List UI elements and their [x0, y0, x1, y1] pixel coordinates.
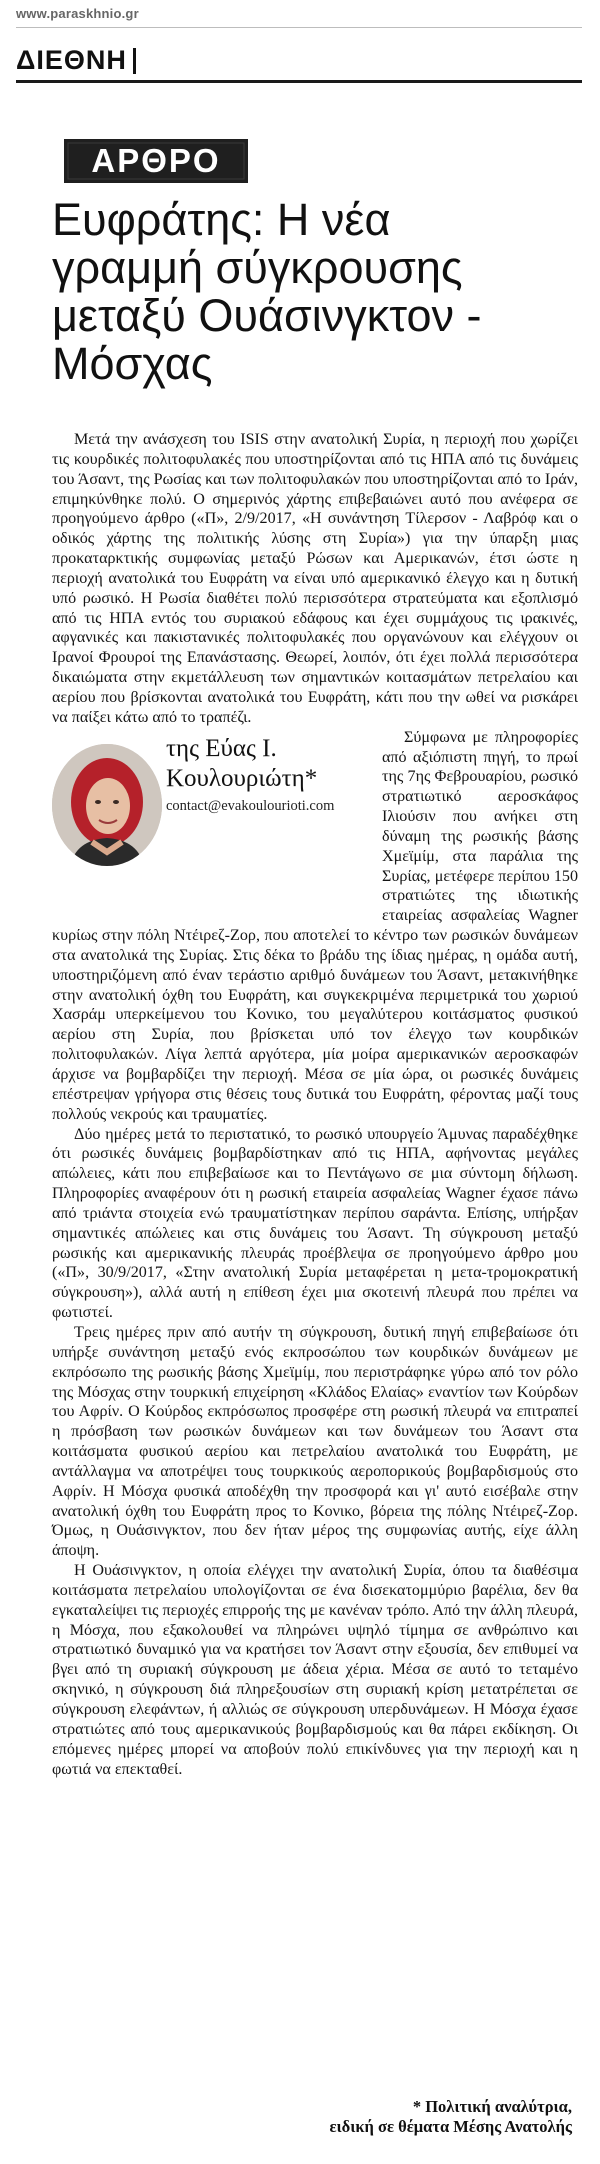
article-type-badge — [64, 139, 248, 183]
article-paragraph: Σύμφωνα με πληροφορίες από αξιόπιστη πηγή, το πρωί της 7ης Φεβρουαρίου, ρωσικό στρατιωτικό αεροσκάφος Ιλιούσιν που ανήκει στη δύναμη της ρωσικής βάσης Χμεϊμίμ, στα παράλια της Συρίας, μετέφερε περίπου 150 στρατιώτες της ιδιωτικής εταιρείας ασφαλείας Wagner κυρίως στην πόλη Ντέιρεζ-Ζορ, που αποτελεί το κέντρο των ρωσικών δυνάμεων στα ανατολικά της Συρίας. Στις δέκα το βράδυ της ίδιας ημέρας, η ομάδα αυτή, υποστηριζόμενη από έναν τεράστιο αριθμό δυνάμεων του Άσαντ, μετακινήθηκε στην ανατολική όχθη του Ευφράτη, και συγκεκριμένα περιμετρικά του χωριού Χασράμ υπερκείμενου του Κονικο, του μεγαλύτερου κοιτάσματος φυσικού αερίου στη Συρία, που βρίσκεται υπό τον έλεγχο των κουρδικών πολιτοφυλακών. Λίγα λεπτά αργότερα, μία μοίρα αμερικανικών αεροσκαφών άρχισε να βομβαρδίζει την περιοχή. Μέσα σε μία ώρα, οι ρωσικές δυνάμεις επέστρεψαν γρήγορα στις θέσεις τους δυτικά του Ευφράτη, φέροντας μαζί τους πολλούς νεκρούς και τραυματίες. — [52, 728, 578, 1123]
top-divider — [16, 27, 582, 28]
footnote-line: * Πολιτική αναλύτρια, — [412, 2097, 572, 2116]
headline-line: Ευφράτης: Η νέα — [52, 194, 391, 245]
headline-line: μεταξύ Ουάσινγκτον - — [52, 290, 482, 341]
section-divider — [16, 80, 582, 83]
article-paragraph: Η Ουάσινγκτον, η οποία ελέγχει την ανατολική Συρία, όπου τα διαθέσιμα κοιτάσματα πετρελαίου υπολογίζονται σε ένα δισεκατομμύριο βαρέλια, δεν θα εγκαταλείψει τις περιοχές επιρροής της με κανέναν τρόπο. Από την άλλη πλευρά, η Μόσχα, που εξακολουθεί να πληρώνει υψηλό τίμημα σε ανθρώπινο και στρατιωτικό δυναμικό για να κρατήσει τον Άσαντ στην εξουσία, δεν επιθυμεί να βγει από τη συριακή σύγκρουση με άδεια χέρια. Μέσα σε αυτό το τεταμένο σκηνικό, η σύγκρουση διά πληρεξουσίων στη συριακή κρίση μετατρέπεται σε σύγκρουση ελεφάντων, ή αλλιώς σε σύγκρουση υπερδυνάμεων. Η Μόσχα έχασε στρατιώτες από τους αμερικανικούς βομβαρδισμούς και θα πάρει εκδίκηση. Οι επόμενες ημέρες μπορεί να αποβούν πολύ επικίνδυνες για την περιοχή και η φωτιά να επεκταθεί. — [52, 1562, 578, 1778]
section-marker — [133, 48, 136, 74]
author-footnote — [329, 2097, 572, 2137]
headline-line: Μόσχας — [52, 338, 213, 389]
footnote-line: ειδική σε θέματα Μέσης Ανατολής — [329, 2117, 572, 2136]
section-header — [16, 45, 136, 76]
badge-label: ΑΡΘΡΟ — [91, 142, 221, 179]
article-body — [52, 430, 578, 1779]
author-portrait-icon — [52, 744, 162, 866]
article-headline — [52, 196, 572, 388]
site-url: www.paraskhnio.gr — [16, 6, 139, 21]
article-paragraph: Τρεις ημέρες πριν από αυτήν τη σύγκρουση, δυτική πηγή επιβεβαίωσε ότι υπήρξε συνάντηση μεταξύ ενός εκπροσώπου των κουρδικών δυνάμεων με εκπρόσωπο της ρωσικής βάσης Χμεϊμίμ, που περιστράφηκε γύρω από τον ρόλο της Μόσχας στην τουρκική επιχείρηση «Κλάδος Ελαίας» εναντίον των Κούρδων του Αφρίν. Ο Κούρδος εκπρόσωπος προσφέρε στη ρωσική πλευρά να επιτραπεί η πρόσβαση των ρωσικών δυνάμεων και των δυνάμεων του Άσαντ στα κοιτάσματα φυσικού αερίου και πετρελαίου ανατολικά του Ευφράτη, με αντάλλαγμα να αποτρέψει τους τουρκικούς αεροπορικούς βομβαρδισμούς στο Αφρίν. Η Μόσχα φυσικά αποδέχθη την προσφορά και γι' αυτό εισέβαλε στην ανατολική όχθη του Ευφράτη προς το Κονικο, βόρεια της πόλης Ντέιρεζ-Ζορ. Όμως, η Ουάσινγκτον, που δεν ήταν μέρος της συμφωνίας αυτής, είχε άλλη άποψη. — [52, 1323, 578, 1560]
article-paragraph: Δύο ημέρες μετά το περιστατικό, το ρωσικό υπουργείο Άμυνας παραδέχθηκε ότι ρωσικές δυνάμεις βομβαρδίστηκαν από τις ΗΠΑ, αφήνοντας μεγάλες απώλειες, κάτι που επιβεβαίωσε και το Πεντάγωνο σε μια σύντομη δήλωση. Πληροφορίες αναφέρουν ότι η ρωσική εταιρεία ασφαλείας Wagner έχασε πάνω από τριάντα στοιχεία ενώ τραυματίστηκαν περίπου σαράντα. Επίσης, υπήρξαν σημαντικές απώλειες και στις δυνάμεις του Άσαντ. Τη σύγκρουση μεταξύ ρωσικής και αμερικανικής πλευράς προέβλεψα σε προηγούμενο άρθρο μου («Π», 30/9/2017, «Στην ανατολική Συρία μεταφέρεται η μετα-τρομοκρατική σύγκρουση»), αλλά αυτή η επίθεση έχει μια σκοτεινή πλευρά που πρέπει να φωτιστεί. — [52, 1125, 578, 1322]
author-name-line2: Κουλουριώτη* — [166, 764, 318, 792]
article-paragraph: Μετά την ανάσχεση του ISIS στην ανατολική Συρία, η περιοχή που χωρίζει τις κουρδικές πολιτοφυλακές που υποστηρίζονται από τις ΗΠΑ από τις δυνάμεις του Άσαντ, της Ρωσίας και των πολιτοφυλακών που υποστηρίζονται από το Ιράν, επιμηκύνθηκε πολύ. Ο σημερινός χάρτης επιβεβαιώνει αυτό που ανέφερα σε προηγούμενο άρθρο («Π», 2/9/2017, «Η συνάντηση Τίλερσον - Λαβρόφ και ο οδικός χάρτης της πολιτικής λύσης στη Συρία») για την ύπαρξη μιας προκαταρκτικής συμφωνίας μεταξύ Ρώσων και Αμερικανών, έτσι ώστε η περιοχή ανατολικά του Ευφράτη να είναι υπό αμερικανικό έλεγχο και η δυτική υπό ρωσικό. Η Ρωσία διαθέτει πολύ περισσότερα στρατεύματα και εξοπλισμό από τις ΗΠΑ εντός του συριακού εδάφους και έχει συμμάχους τις ιρακινές, αφγανικές και πακιστανικές πολιτοφυλακές που οργανώνουν και ελέγχουν οι Ιρανοί Φρουροί της Επανάστασης. Θεωρεί, λοιπόν, ότι έχει πολλά περισσότερα δικαιώματα στην εκμετάλλευση των σημαντικών κοιτασμάτων πετρελαίου και αερίου που βρίσκονται ανατολικά του Ευφράτη, κάτι που την ωθεί να ρισκάρει να παίξει κάτω από το τραπέζι. — [52, 431, 578, 726]
author-block — [52, 734, 382, 924]
author-email: contact@evakoulourioti.com — [166, 797, 335, 814]
author-name-line1: της Εύας Ι. — [166, 734, 277, 762]
author-info — [166, 734, 380, 816]
headline-line: γραμμή σύγκρουσης — [52, 242, 463, 293]
author-photo — [52, 744, 162, 866]
section-label: ΔΙΕΘΝΗ — [16, 45, 127, 75]
